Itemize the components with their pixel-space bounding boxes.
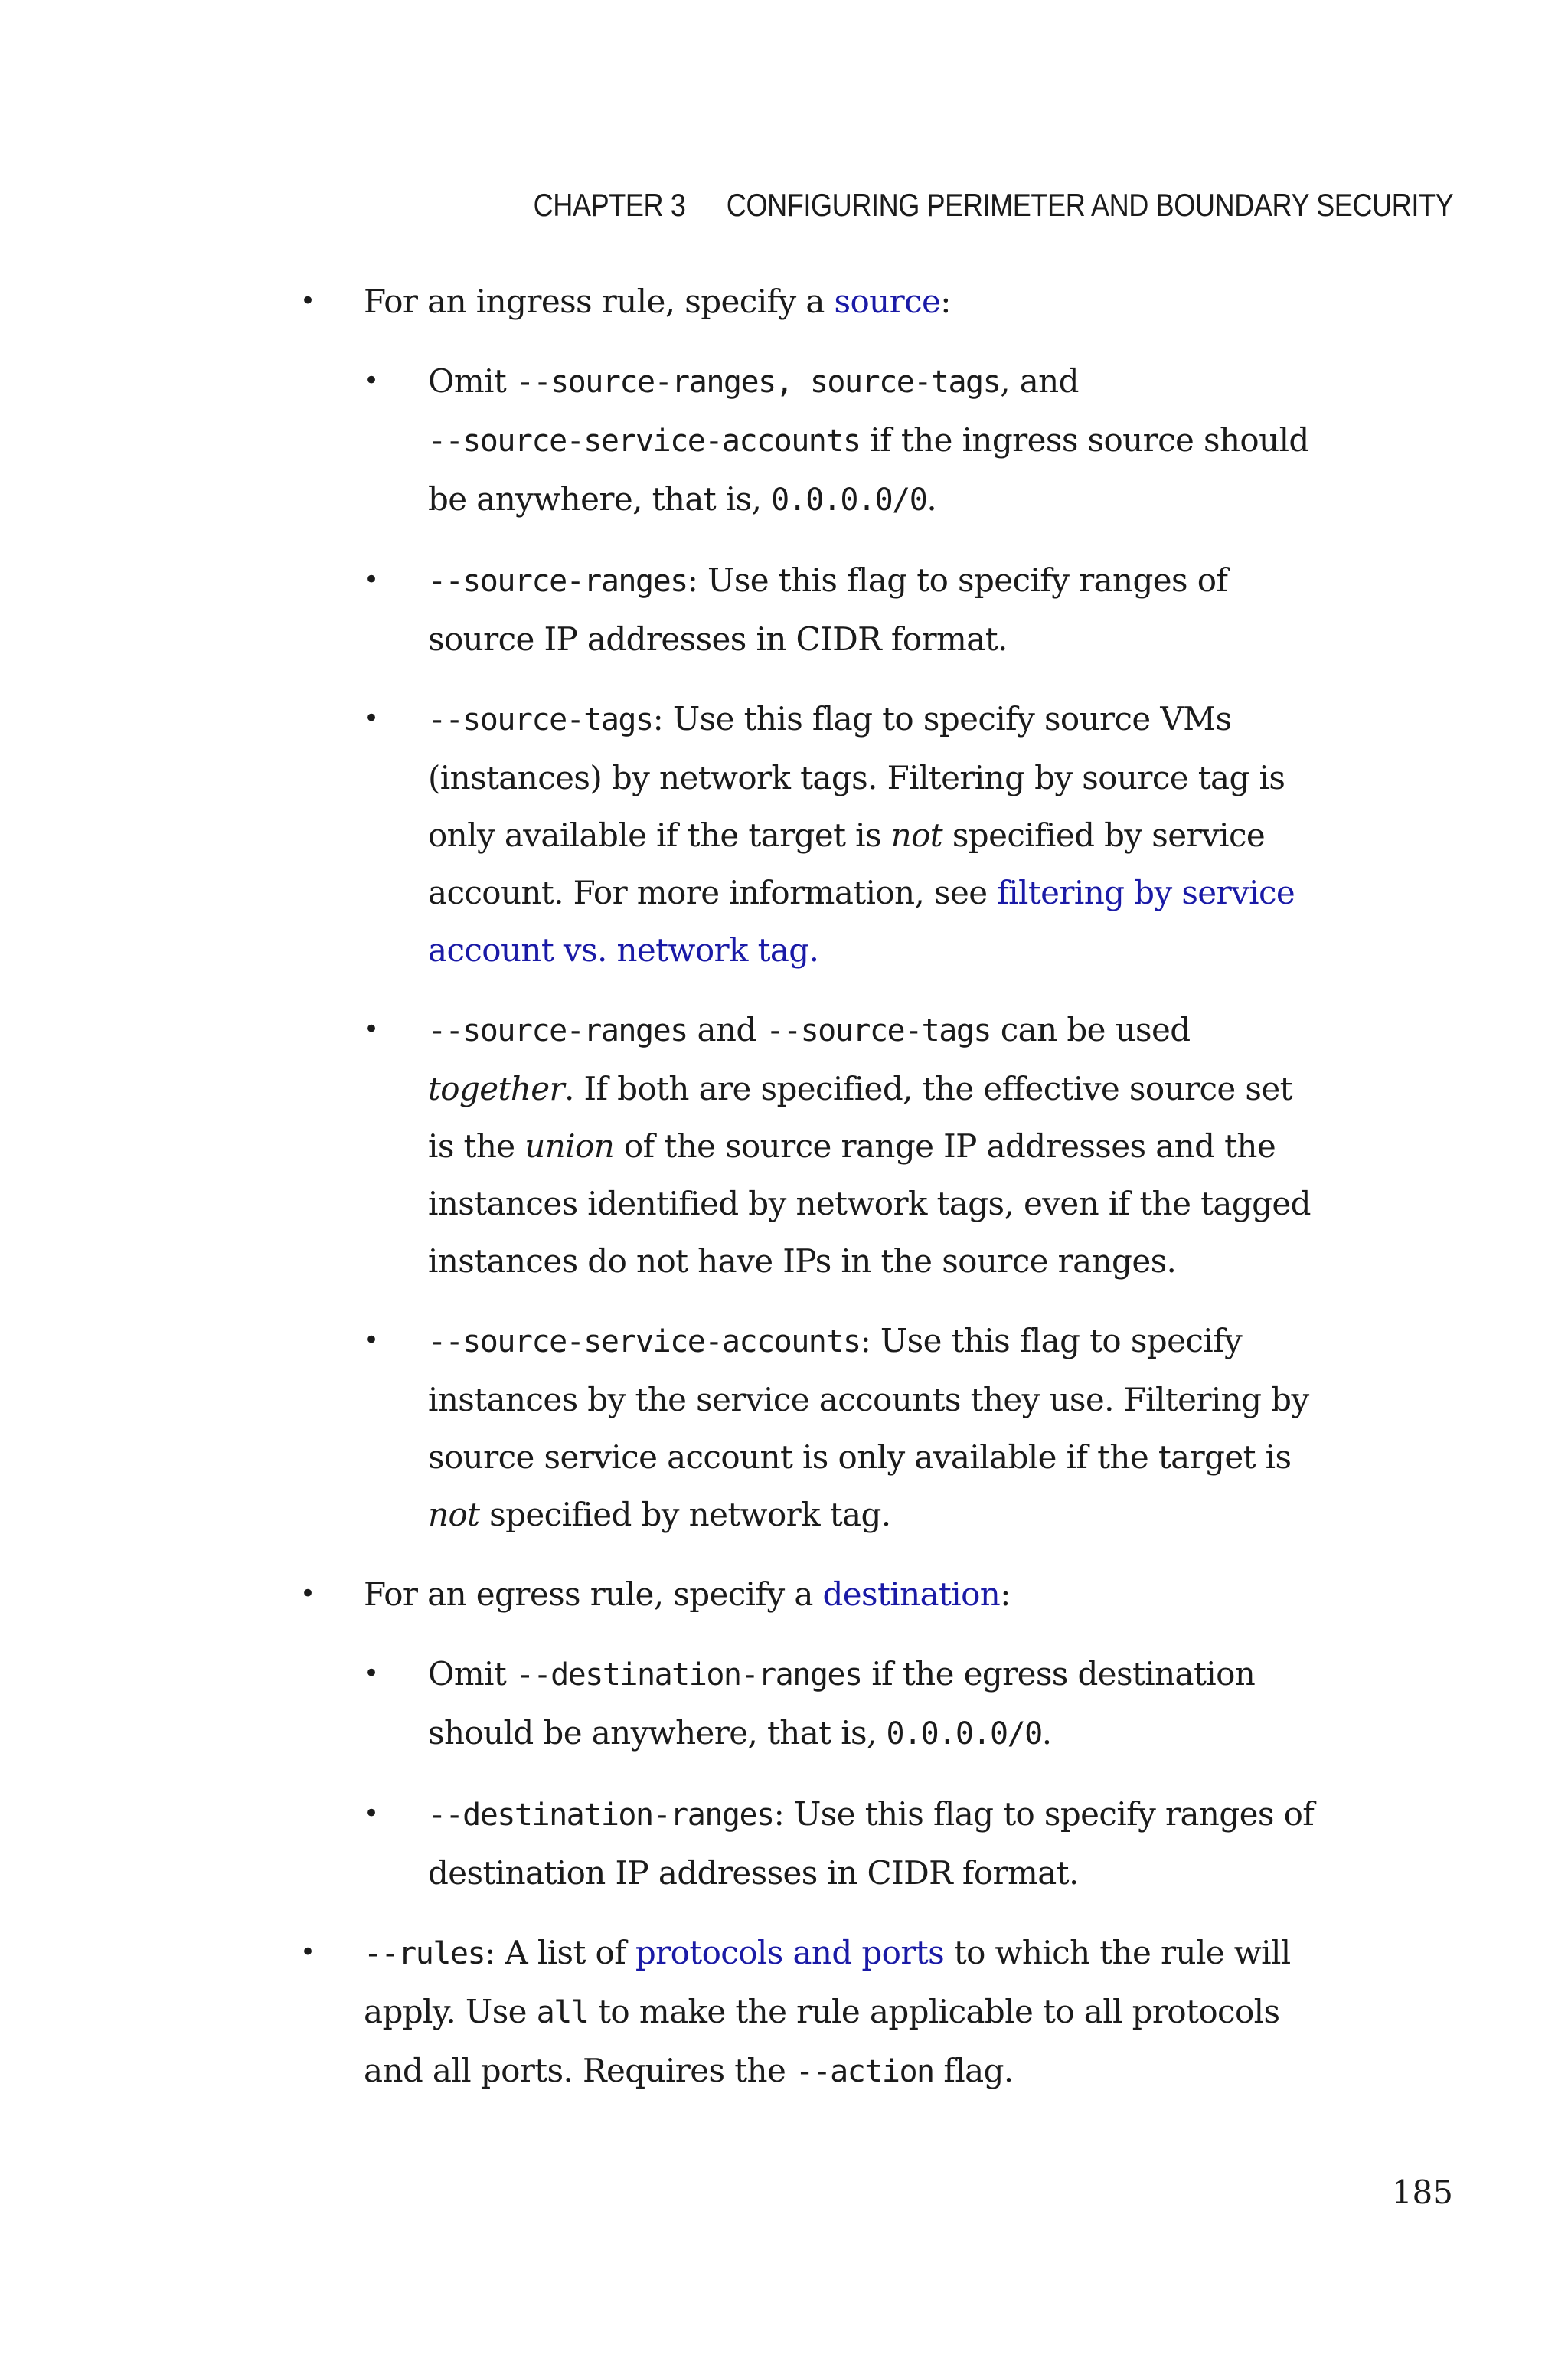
list-item-source-ranges: • --source-ranges: Use this flag to specify ranges of source IP addresses in CIDR format. [364, 551, 1317, 668]
code-snippet: 0.0.0.0/0 [886, 1716, 1042, 1752]
main-content [291, 273, 1317, 2123]
bullet-icon: • [364, 703, 379, 734]
bullet-icon: • [300, 1578, 315, 1609]
bullet-icon: • [364, 1325, 379, 1356]
bullet-icon: • [300, 286, 315, 316]
bullet-icon: • [364, 1798, 379, 1829]
list-item-ingress: • For an ingress rule, specify a source: • Omit --source-ranges, source-tags, and --source-service-accounts if the ingress source should be anywhere, that is, 0.0.0.0/0. • --source-ranges: Use this flag to specify ranges of source IP addresses in CIDR format. • --source-tags: Use this flag to specify source VMs (instances) by network tags. Filtering by source tag is only available if the target is not specified by service account. For more information, see filtering by service account vs. network tag. • --source-ranges and --source-tags can be used together. If both are specified, the effective source set is the union of the source range IP addresses and the instances identified by network tags, even if the tagged instances do not have IPs in the source ranges. • --source-service-accounts: Use this flag to specify instances by the service accounts they use. Filtering by source service account is only available if the target is not specified by network tag. [291, 273, 1317, 1543]
chapter-label: CHAPTER 3 [533, 187, 686, 223]
code-snippet: --rules [364, 1936, 485, 1971]
code-snippet: --destination-ranges [515, 1657, 862, 1693]
egress-sublist [364, 1645, 1317, 1902]
list-item-destination-ranges: • --destination-ranges: Use this flag to specify ranges of destination IP addresses in CIDR format. [364, 1785, 1317, 1902]
bullet-icon: • [364, 1658, 379, 1689]
code-snippet: 0.0.0.0/0 [771, 482, 927, 518]
source-link[interactable]: source [834, 283, 941, 320]
code-snippet: --source-ranges, source-tags [515, 365, 1001, 400]
list-item-ranges-and-tags: • --source-ranges and --source-tags can be used together. If both are specified, the effective source set is the union of the source range IP addresses and the instances identified by network tags, even if the tagged instances do not have IPs in the source ranges. [364, 1001, 1317, 1290]
code-snippet: --source-tags [766, 1013, 991, 1048]
list-item-rules: • --rules: A list of protocols and ports to which the rule will apply. Use all to make the rule applicable to all protocols and all ports. Requires the --action flag. [291, 1924, 1317, 2101]
code-snippet: --source-service-accounts [428, 424, 861, 459]
list-item-source-tags: • --source-tags: Use this flag to specify source VMs (instances) by network tags. Filtering by source tag is only available if the target is not specified by service account. For more information, see filtering by service account vs. network tag. [364, 690, 1317, 979]
code-snippet: --action [795, 2054, 934, 2089]
bullet-icon: • [300, 1937, 315, 1967]
bullet-icon: • [364, 1014, 379, 1045]
code-snippet: --destination-ranges [428, 1797, 774, 1833]
bullet-list [291, 273, 1317, 2101]
ingress-sublist [364, 352, 1317, 1543]
code-snippet: --source-ranges [428, 564, 688, 599]
filtering-link[interactable]: filtering by service account vs. network tag [428, 874, 1295, 969]
list-item-source-service-accounts: • --source-service-accounts: Use this flag to specify instances by the service accounts they use. Filtering by source service account is only available if the target is not specified by network tag. [364, 1312, 1317, 1543]
destination-link[interactable]: destination [822, 1575, 1001, 1613]
code-snippet: all [536, 1995, 589, 2030]
page-number: 185 [1391, 2174, 1453, 2211]
code-snippet: --source-ranges [428, 1013, 688, 1048]
protocols-ports-link[interactable]: protocols and ports [635, 1934, 945, 1971]
list-item-omit-source: • Omit --source-ranges, source-tags, and --source-service-accounts if the ingress source should be anywhere, that is, 0.0.0.0/0. [364, 352, 1317, 529]
bullet-icon: • [364, 564, 379, 595]
code-snippet: --source-service-accounts [428, 1324, 861, 1359]
chapter-title: CONFIGURING PERIMETER AND BOUNDARY SECURITY [726, 187, 1453, 223]
running-head [533, 187, 1453, 224]
code-snippet: --source-tags [428, 702, 653, 738]
list-item-omit-destination: • Omit --destination-ranges if the egress destination should be anywhere, that is, 0.0.0.0/0. [364, 1645, 1317, 1763]
bullet-icon: • [364, 365, 379, 396]
list-item-egress: • For an egress rule, specify a destination: • Omit --destination-ranges if the egress destination should be anywhere, that is, 0.0.0.0/0. • --destination-ranges: Use this flag to specify ranges of destination IP addresses in CIDR format. [291, 1565, 1317, 1902]
